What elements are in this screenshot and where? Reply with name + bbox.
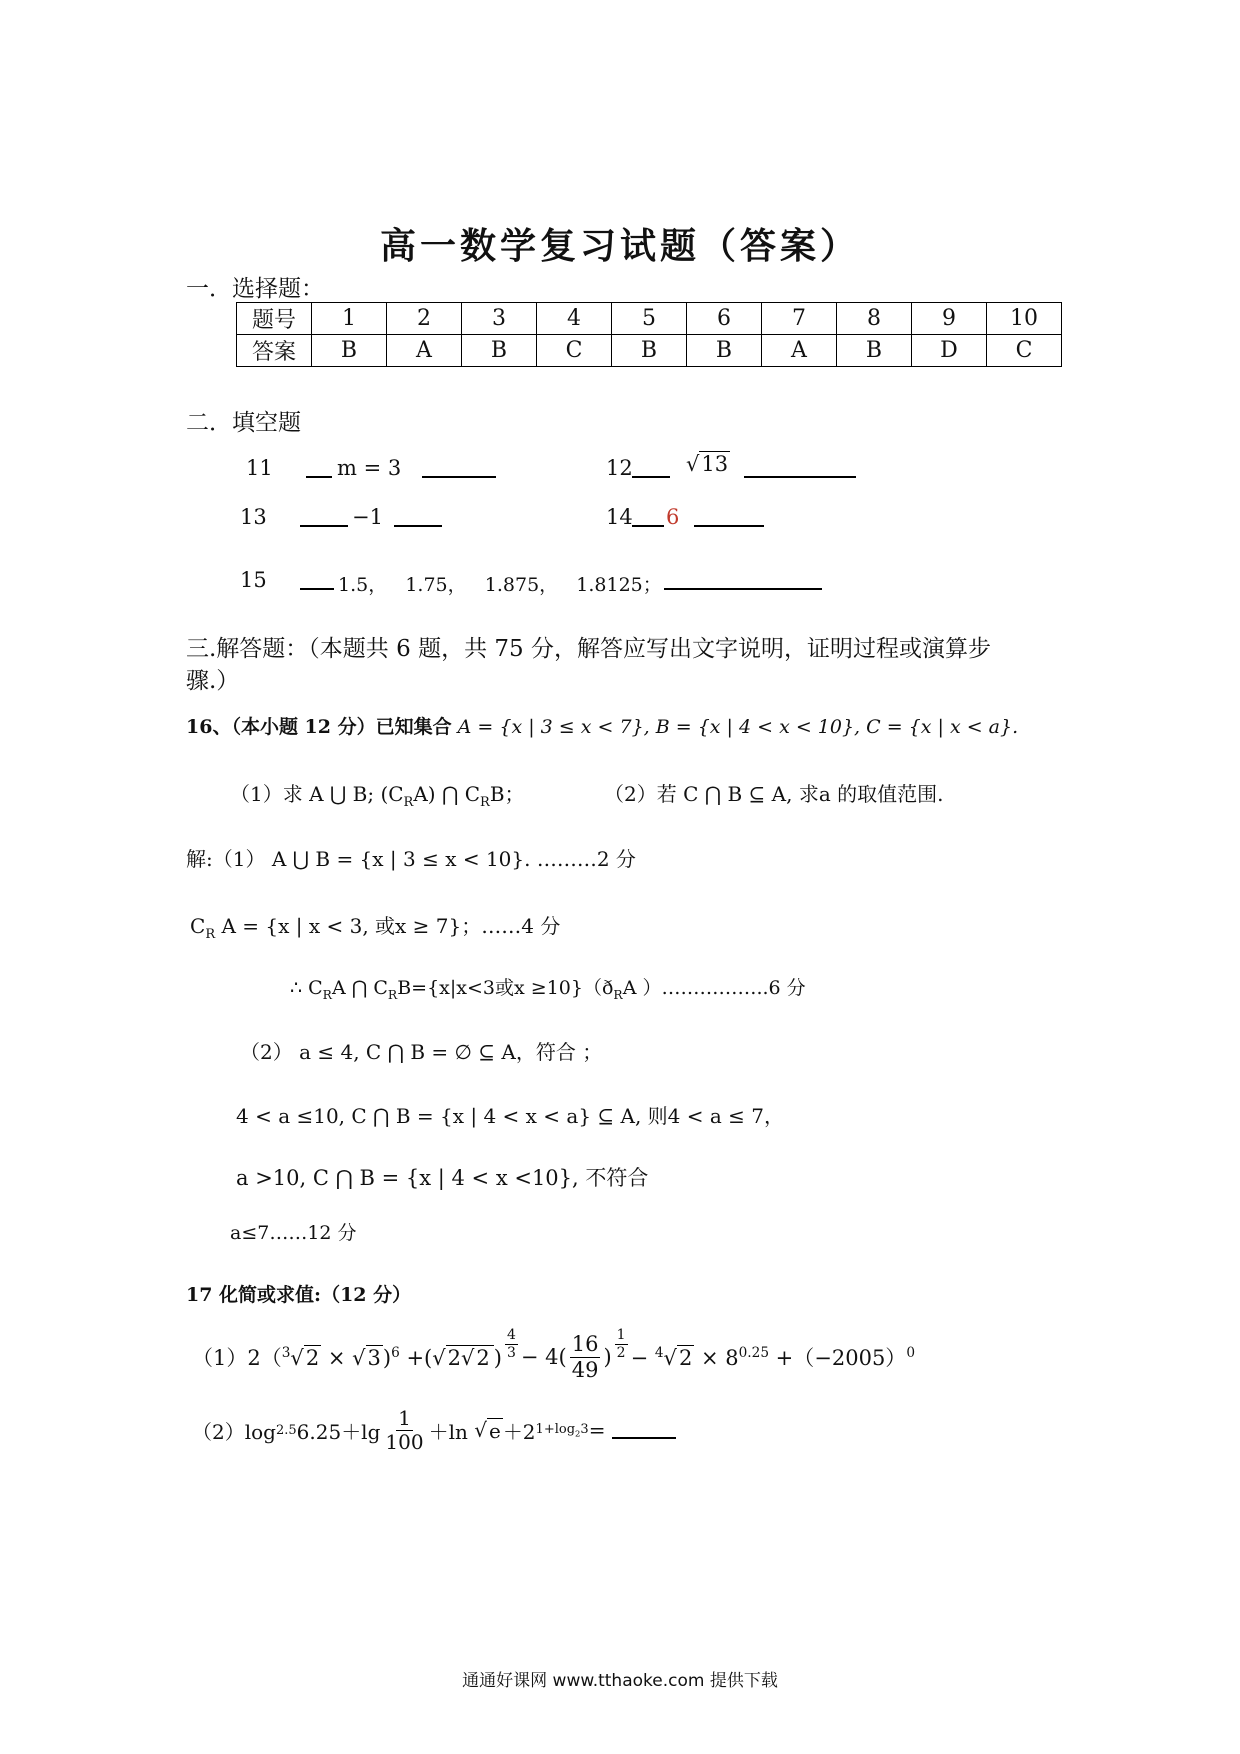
table-cell: 2 bbox=[387, 303, 462, 335]
table-cell: C bbox=[537, 335, 612, 367]
section-fill-label: 二．填空题 bbox=[186, 410, 301, 436]
table-cell: C bbox=[987, 335, 1062, 367]
table-cell: A bbox=[387, 335, 462, 367]
q16-solution-7: a≤7……12 分 bbox=[230, 1222, 357, 1244]
table-cell: D bbox=[912, 335, 987, 367]
answer-blank bbox=[694, 505, 764, 527]
table-cell: 题号 bbox=[237, 303, 312, 335]
page-title: 高一数学复习试题（答案） bbox=[379, 225, 860, 267]
fill-q12-number: 12 bbox=[606, 456, 633, 480]
table-cell: B bbox=[837, 335, 912, 367]
section-choice-label: 一．选择题： bbox=[186, 276, 324, 302]
table-cell: B bbox=[612, 335, 687, 367]
q17-part2: （2）log 2.5 6.25＋lg $\frac{1}{100}$ ＋ln √ e ＋2 $1+\log_23$ = bbox=[192, 1400, 676, 1460]
fill-q14-number: 14 bbox=[606, 505, 633, 529]
fill-q11-answer: m = 3 bbox=[337, 456, 402, 480]
answer-blank bbox=[664, 568, 822, 590]
section-solve-label-cont: 骤.） bbox=[186, 668, 240, 694]
table-cell: 1 bbox=[312, 303, 387, 335]
answer-table bbox=[236, 302, 1062, 367]
table-row bbox=[237, 303, 1062, 335]
fill-q12-answer: √13 bbox=[686, 452, 729, 476]
table-row bbox=[237, 335, 1062, 367]
section-solve-label: 三.解答题：（本题共 6 题，共 75 分，解答应写出文字说明，证明过程或演算步 bbox=[186, 636, 991, 662]
table-cell: 5 bbox=[612, 303, 687, 335]
q16-part1: （1）求 A ⋃ B; $(C_RA)$ ⋂ $C_RB$； bbox=[230, 782, 525, 810]
q16-solution-3: ∴ $C_RA$ ⋂ $C_RB=\{x|x<3$或$x \ge 10\}(ð_RA$ ）……………..6 分 bbox=[290, 977, 806, 1002]
table-cell: B bbox=[462, 335, 537, 367]
table-cell: 7 bbox=[762, 303, 837, 335]
q16-part2: （2）若 C ⋂ B ⊆ A, 求a 的取值范围. bbox=[604, 782, 944, 806]
answer-blank bbox=[300, 505, 348, 527]
q16-solution-6: a >10, C ⋂ B = {x | 4 < x <10}, 不符合 bbox=[236, 1166, 649, 1190]
answer-blank bbox=[632, 456, 670, 478]
q16-solution-2: $C_R$ A = {x | x < 3, 或x ≥ 7}；……4 分 bbox=[190, 914, 561, 942]
q17-part1: （1）2（ $^3$√2 × √3)$^6$ +(√2√2 ) $\frac{4}{3}$ − 4( $\frac{16}{49}$ ) $\frac{1}{2}$ − $^4√2 \times 8^{0.25} +(-2005)^0$ bbox=[192, 1327, 915, 1382]
q17-heading: 17 化简或求值:（12 分） bbox=[186, 1284, 412, 1306]
answer-blank bbox=[632, 505, 664, 527]
q16-solution-4: （2） a ≤ 4, C ⋂ B = ∅ ⊆ A，符合 ； bbox=[240, 1040, 603, 1064]
answer-blank bbox=[394, 505, 442, 527]
fill-q15-answer: 1.5， 1.75， 1.875， 1.8125； bbox=[338, 574, 662, 596]
fill-q14-answer: 6 bbox=[666, 505, 680, 529]
footer-source: 通通好课网 www.tthaoke.com 提供下载 bbox=[462, 1671, 778, 1691]
q16-solution-1: 解:（1） A ⋃ B = {x | 3 ≤ x < 10}. ………2 分 bbox=[186, 847, 636, 871]
answer-blank bbox=[422, 456, 496, 478]
table-cell: 9 bbox=[912, 303, 987, 335]
answer-blank bbox=[744, 456, 856, 478]
table-cell: 3 bbox=[462, 303, 537, 335]
fill-q11-number: 11 bbox=[246, 456, 273, 480]
fill-q13-number: 13 bbox=[240, 505, 267, 529]
table-cell: 4 bbox=[537, 303, 612, 335]
table-cell: B bbox=[687, 335, 762, 367]
table-cell: A bbox=[762, 335, 837, 367]
fill-q15-number: 15 bbox=[240, 568, 267, 592]
table-cell: B bbox=[312, 335, 387, 367]
table-cell: 答案 bbox=[237, 335, 312, 367]
answer-blank bbox=[300, 568, 334, 590]
q16-solution-5: 4 < a ≤10, C ⋂ B = {x | 4 < x < a} ⊆ A, 则4 < a ≤ 7， bbox=[236, 1104, 784, 1128]
fill-q13-answer: −1 bbox=[352, 505, 383, 529]
table-cell: 10 bbox=[987, 303, 1062, 335]
answer-blank bbox=[306, 456, 332, 478]
table-cell: 8 bbox=[837, 303, 912, 335]
answer-blank bbox=[612, 1421, 676, 1439]
q16-statement: 16、（本小题 12 分）已知集合 A = {x | 3 ≤ x < 7}, B = {x | 4 < x < 10}, C = {x | x < a}. bbox=[186, 716, 1019, 738]
table-cell: 6 bbox=[687, 303, 762, 335]
